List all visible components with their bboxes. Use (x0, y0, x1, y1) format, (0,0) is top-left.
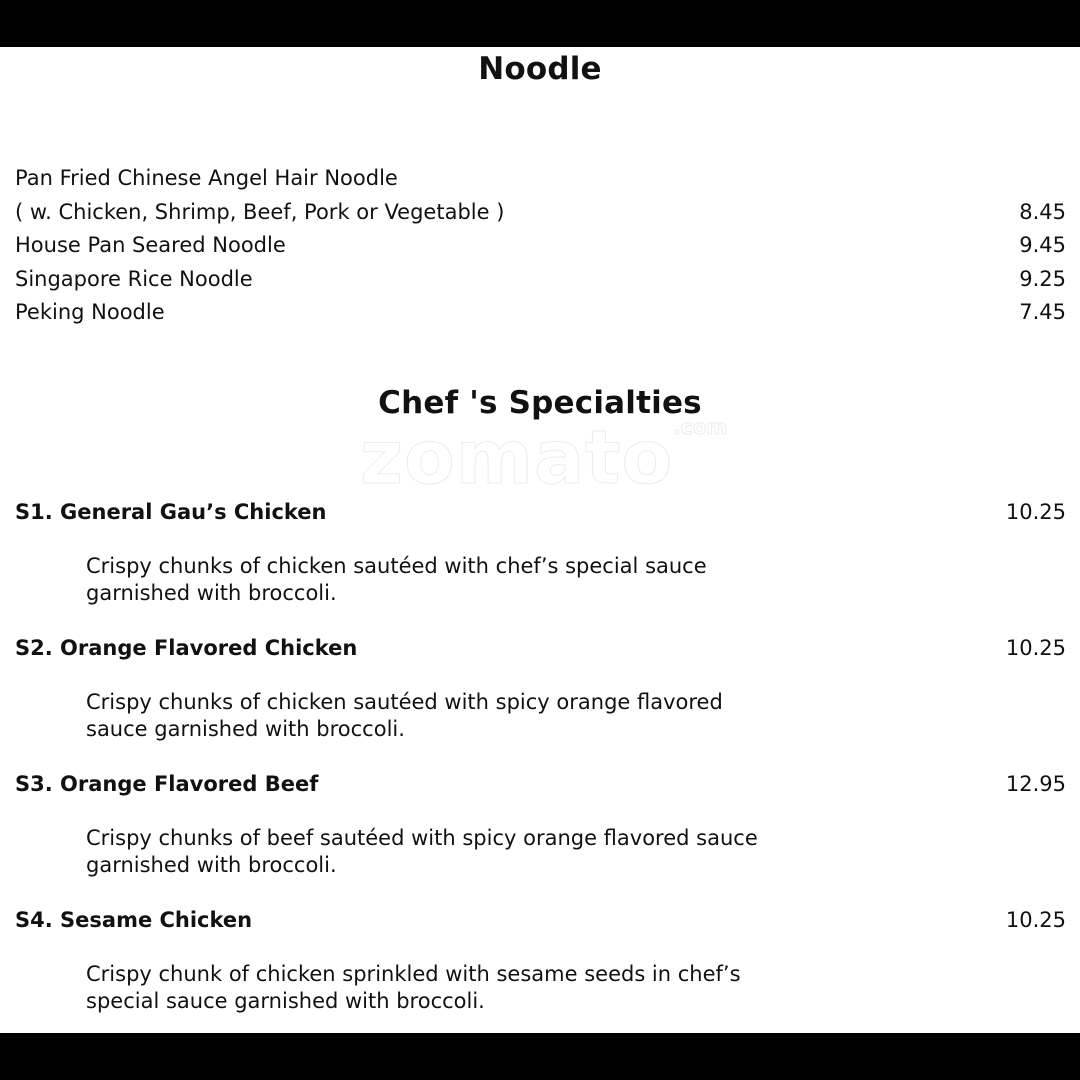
specialty-price: 10.25 (1005, 908, 1066, 932)
specialty-description (86, 825, 806, 879)
specialty-item-s1 (15, 497, 1066, 527)
noodle-item-name: Peking Noodle (15, 300, 165, 324)
top-black-bar (0, 0, 1080, 47)
menu-page (0, 47, 1080, 1033)
specialty-name: S2. Orange Flavored Chicken (15, 636, 358, 660)
description-line: Crispy chunk of chicken sprinkled with sesame seeds in chef’s (86, 962, 741, 986)
specialty-price: 12.95 (1005, 772, 1066, 796)
specialty-name: S4. Sesame Chicken (15, 908, 253, 932)
noodle-item-price: 7.45 (1019, 300, 1066, 324)
noodle-section-title: Noodle (478, 51, 602, 87)
zomato-watermark (360, 415, 728, 501)
description-line: garnished with broccoli. (86, 853, 337, 877)
specialty-item-s4 (15, 905, 1066, 935)
bottom-black-bar (0, 1033, 1080, 1080)
description-line: special sauce garnished with broccoli. (86, 989, 485, 1013)
specialty-description (86, 553, 806, 607)
noodle-item-price: 9.25 (1019, 267, 1066, 291)
description-line: Crispy chunks of chicken sautéed with spicy orange flavored (86, 690, 723, 714)
noodle-item-name: House Pan Seared Noodle (15, 233, 286, 257)
specialty-item-s3 (15, 769, 1066, 799)
watermark-text: zomato (360, 415, 674, 501)
noodle-item (15, 297, 1066, 327)
noodle-item-price: 8.45 (1019, 200, 1066, 224)
specialty-name: S1. General Gau’s Chicken (15, 500, 327, 524)
noodle-item-price: 9.45 (1019, 233, 1066, 257)
description-line: Crispy chunks of chicken sautéed with chef’s special sauce (86, 554, 707, 578)
noodle-item (15, 197, 1066, 227)
specialty-item-s2 (15, 633, 1066, 663)
noodle-item (15, 163, 1066, 193)
specialty-description (86, 689, 806, 743)
noodle-item-name: Singapore Rice Noodle (15, 267, 253, 291)
noodle-item-name: Pan Fried Chinese Angel Hair Noodle (15, 166, 398, 190)
noodle-item-name: ( w. Chicken, Shrimp, Beef, Pork or Vegetable ) (15, 200, 505, 224)
specialties-section-title: Chef 's Specialties (378, 385, 702, 421)
specialty-name: S3. Orange Flavored Beef (15, 772, 319, 796)
noodle-item (15, 230, 1066, 260)
description-line: Crispy chunks of beef sautéed with spicy orange flavored sauce (86, 826, 758, 850)
description-line: sauce garnished with broccoli. (86, 717, 405, 741)
watermark-suffix: .com (673, 415, 728, 439)
description-line: garnished with broccoli. (86, 581, 337, 605)
specialty-description (86, 961, 806, 1015)
noodle-item (15, 264, 1066, 294)
specialty-price: 10.25 (1005, 500, 1066, 524)
specialty-price: 10.25 (1005, 636, 1066, 660)
